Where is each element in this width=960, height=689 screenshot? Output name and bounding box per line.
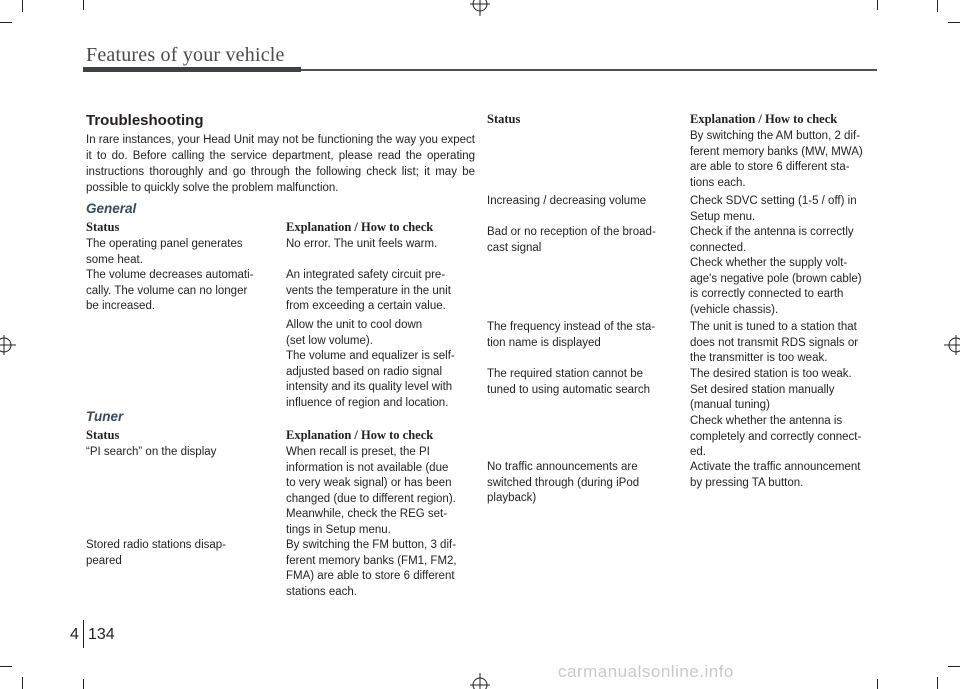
page-header-title: Features of your vehicle bbox=[86, 44, 285, 66]
right-row-8-status: No traffic announcements are switched through (during iPod playback) bbox=[487, 461, 640, 504]
right-row-2-explanation: Check SDVC setting (1-5 / off) in Setup menu. bbox=[690, 195, 857, 223]
general-row-2-status: The volume decreases automati- cally. The volume can no longer be increased. bbox=[86, 269, 254, 312]
tuner-explanation-header: Explanation / How to check bbox=[286, 428, 434, 442]
tuner-row-1-status: “PI search” on the display bbox=[86, 446, 217, 458]
tuner-row-2-explanation: By switching the FM button, 3 dif- ferent memory banks (FM1, FM2, FMA) are able to store 6 different stations each. bbox=[286, 539, 457, 598]
right-explanation-header: Explanation / How to check bbox=[690, 112, 838, 126]
right-row-3-status: Bad or no reception of the broad- cast signal bbox=[487, 226, 656, 254]
section-title: Troubleshooting bbox=[86, 112, 204, 129]
right-row-4-explanation: Check whether the supply volt- age's negative pole (brown cable) is correctly connected to earth (vehicle chassis). bbox=[690, 257, 862, 316]
tuner-row-2-status: Stored radio stations disap- peared bbox=[86, 539, 226, 567]
right-row-1-explanation: By switching the AM button, 2 dif- ferent memory banks (MW, MWA) are able to store 6 different sta- tions each. bbox=[690, 130, 863, 189]
right-row-6-status: The required station cannot be tuned to using automatic search bbox=[487, 368, 651, 396]
right-row-6-explanation: The desired station is too weak. Set desired station manually (manual tuning) bbox=[690, 368, 852, 411]
watermark: carmanualsonline.info bbox=[558, 662, 734, 681]
general-explanation-header: Explanation / How to check bbox=[286, 220, 434, 234]
general-subheading: General bbox=[86, 201, 137, 216]
right-row-3-explanation: Check if the antenna is correctly connected. bbox=[690, 226, 854, 254]
general-status-header: Status bbox=[86, 220, 120, 234]
right-row-8-explanation: Activate the traffic announcement by pressing TA button. bbox=[690, 461, 861, 489]
right-row-5-status: The frequency instead of the sta- tion name is displayed bbox=[487, 321, 656, 349]
tuner-subheading: Tuner bbox=[86, 409, 124, 424]
right-row-5-explanation: The unit is tuned to a station that does not transmit RDS signals or the transmitter is too weak. bbox=[690, 321, 859, 364]
tuner-row-1-explanation: When recall is preset, the PI information is not available (due to very weak signal) or has been changed (due to different region). Meanwhile, check the REG set- tings in Setup menu. bbox=[286, 446, 456, 536]
header-rule-line bbox=[301, 69, 877, 71]
general-row-4-explanation: The volume and equalizer is self- adjusted based on radio signal intensity and its quality level with influence of region and location. bbox=[286, 350, 455, 409]
right-row-2-status: Increasing / decreasing volume bbox=[487, 195, 647, 207]
right-status-header: Status bbox=[487, 112, 521, 126]
general-row-3-explanation: Allow the unit to cool down (set low volume). bbox=[286, 319, 423, 347]
footer-divider bbox=[83, 620, 84, 648]
page-number: 134 bbox=[88, 626, 115, 643]
general-row-1-status: The operating panel generates some heat. bbox=[86, 238, 243, 266]
chapter-number: 4 bbox=[70, 626, 79, 643]
intro-paragraph: In rare instances, your Head Unit may not be functioning the way you expect it to do. Before calling the service department, please read the operating instructions thoroughly and go through the following check list; it may be possible to quickly solve the problem malfunction. bbox=[86, 134, 475, 194]
tuner-status-header: Status bbox=[86, 428, 120, 442]
right-row-7-explanation: Check whether the antenna is completely and correctly connect- ed. bbox=[690, 415, 862, 458]
header-rule-bar bbox=[83, 67, 301, 72]
general-row-1-explanation: No error. The unit feels warm. bbox=[286, 238, 438, 250]
general-row-2-explanation: An integrated safety circuit pre- vents the temperature in the unit from exceeding a certain value. bbox=[286, 269, 451, 312]
